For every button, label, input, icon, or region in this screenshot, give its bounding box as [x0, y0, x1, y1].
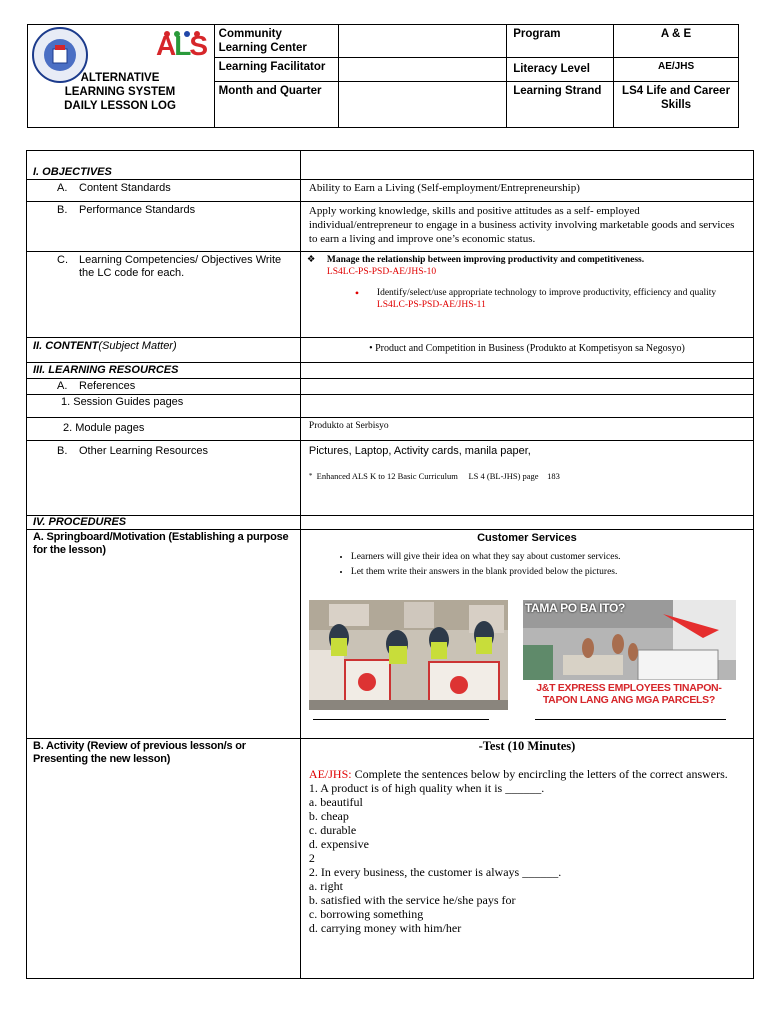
session-guides-value	[300, 395, 753, 418]
header-table	[27, 24, 739, 128]
other-resources-list: Pictures, Laptop, Activity cards, manila paper,	[308, 445, 531, 457]
question-option: b. satisfied with the service he/she pays for	[308, 893, 516, 907]
other-resources-label: B. Other Learning Resources	[27, 441, 301, 516]
session-guides-label: 1. Session Guides pages	[27, 395, 301, 418]
competency-sub: Identify/select/use appropriate technology to improve productivity, efficiency and quality	[376, 288, 717, 298]
curriculum-reference: Enhanced ALS K to 12 Basic Curriculum LS 4 (BL-JHS) page 183	[316, 471, 560, 481]
month-label: Month and Quarter	[214, 82, 338, 128]
activity-label: B. Activity (Review of previous lesson/s or Presenting the new lesson)	[27, 739, 301, 979]
strand-label: Learning Strand	[507, 82, 614, 128]
month-value	[338, 82, 507, 128]
question-option: a. beautiful	[308, 795, 363, 809]
learning-competencies-label: C. Learning Competencies/ Objectives Write the LC code for each.	[27, 252, 301, 338]
content-standards-label: A. Content Standards	[27, 180, 301, 202]
references-label: A. References	[27, 379, 301, 395]
photo-banner-text: TAMA PO BA ITO?	[524, 601, 626, 615]
answer-line-1[interactable]	[313, 719, 489, 720]
procedures-heading: IV. PROCEDURES	[27, 516, 301, 530]
springboard-title: Customer Services	[477, 532, 577, 544]
question-option: c. durable	[308, 823, 357, 837]
springboard-value	[300, 530, 753, 739]
activity-instruction: AE/JHS: Complete the sentences below by encircling the letters of the correct answers.	[308, 767, 728, 781]
photo-caption-text: J&T EXPRESS EMPLOYEES TINAPON-TAPON LANG ANG MGA PARCELS?	[536, 682, 722, 706]
question-option: c. borrowing something	[308, 907, 424, 921]
module-pages-value: Produkto at Serbisyo	[300, 418, 753, 441]
other-resources-value	[300, 441, 753, 516]
springboard-item: • Learners will give their idea on what they say about customer services.	[351, 551, 753, 563]
activity-value	[300, 739, 753, 979]
question-line: 2	[308, 851, 315, 865]
springboard-label: A. Springboard/Motivation (Establishing a purpose for the lesson)	[27, 530, 301, 739]
facilitator-value	[338, 58, 507, 82]
strand-value: LS4 Life and Career Skills	[614, 82, 739, 128]
clc-value	[338, 25, 507, 58]
facilitator-label: Learning Facilitator	[214, 58, 338, 82]
workers-parcels-photo	[309, 600, 508, 710]
content-heading: II. CONTENT(Subject Matter)	[27, 338, 301, 363]
lesson-log-table	[26, 150, 754, 979]
activity-title: -Test (10 Minutes)	[478, 739, 576, 753]
jt-express-news-photo	[523, 600, 736, 710]
logo-cell	[28, 25, 215, 128]
content-standards-value: Ability to Earn a Living (Self-employment/Entrepreneurship)	[300, 180, 753, 202]
program-value: A & E	[614, 25, 739, 58]
clc-label: Community Learning Center	[214, 25, 338, 58]
reference-bullet: *	[308, 472, 313, 480]
als-logo: ALS	[156, 30, 207, 61]
program-label: Program	[507, 25, 614, 58]
question-option: b. cheap	[308, 809, 349, 823]
question-line: 2. In every business, the customer is always ______.	[308, 865, 562, 879]
performance-standards-label: B. Performance Standards	[27, 202, 301, 252]
system-title: ALTERNATIVE LEARNING SYSTEM DAILY LESSON LOG	[64, 72, 176, 112]
question-option: d. expensive	[308, 837, 369, 851]
literacy-value: AE/JHS	[614, 58, 739, 82]
learning-competencies-value: ❖ Manage the relationship between improving productivity and competitiveness. LS4LC-PS-PSD-AE/JHS-10 • Identify/select/use appropriate technology to improve productivity, efficiency and quality LS4LC-PS-PSD-AE/JHS-11	[300, 252, 753, 338]
performance-standards-value: Apply working knowledge, skills and positive attitudes as a self- employed individual/entrepreneur to engage in a business activity involving marketable goods and services to earn a living and improve one’s economic status.	[300, 202, 753, 252]
springboard-item: • Let them write their answers in the blank provided below the pictures.	[351, 566, 753, 578]
resources-heading: III. LEARNING RESOURCES	[27, 363, 301, 379]
competency-main: Manage the relationship between improving productivity and competitiveness.	[326, 255, 645, 265]
competency-sub-code: LS4LC-PS-PSD-AE/JHS-11	[376, 300, 486, 310]
content-value: • Product and Competition in Business (Produkto at Kompetisyon sa Negosyo)	[300, 338, 753, 363]
question-line: 1. A product is of high quality when it is ______.	[308, 781, 545, 795]
literacy-label: Literacy Level	[507, 58, 614, 82]
answer-line-2[interactable]	[535, 719, 726, 720]
module-pages-label: 2. Module pages	[27, 418, 301, 441]
objectives-heading: I. OBJECTIVES	[27, 151, 301, 180]
competency-main-code: LS4LC-PS-PSD-AE/JHS-10	[326, 267, 437, 277]
question-option: a. right	[308, 879, 343, 893]
question-option: d. carrying money with him/her	[308, 921, 462, 935]
